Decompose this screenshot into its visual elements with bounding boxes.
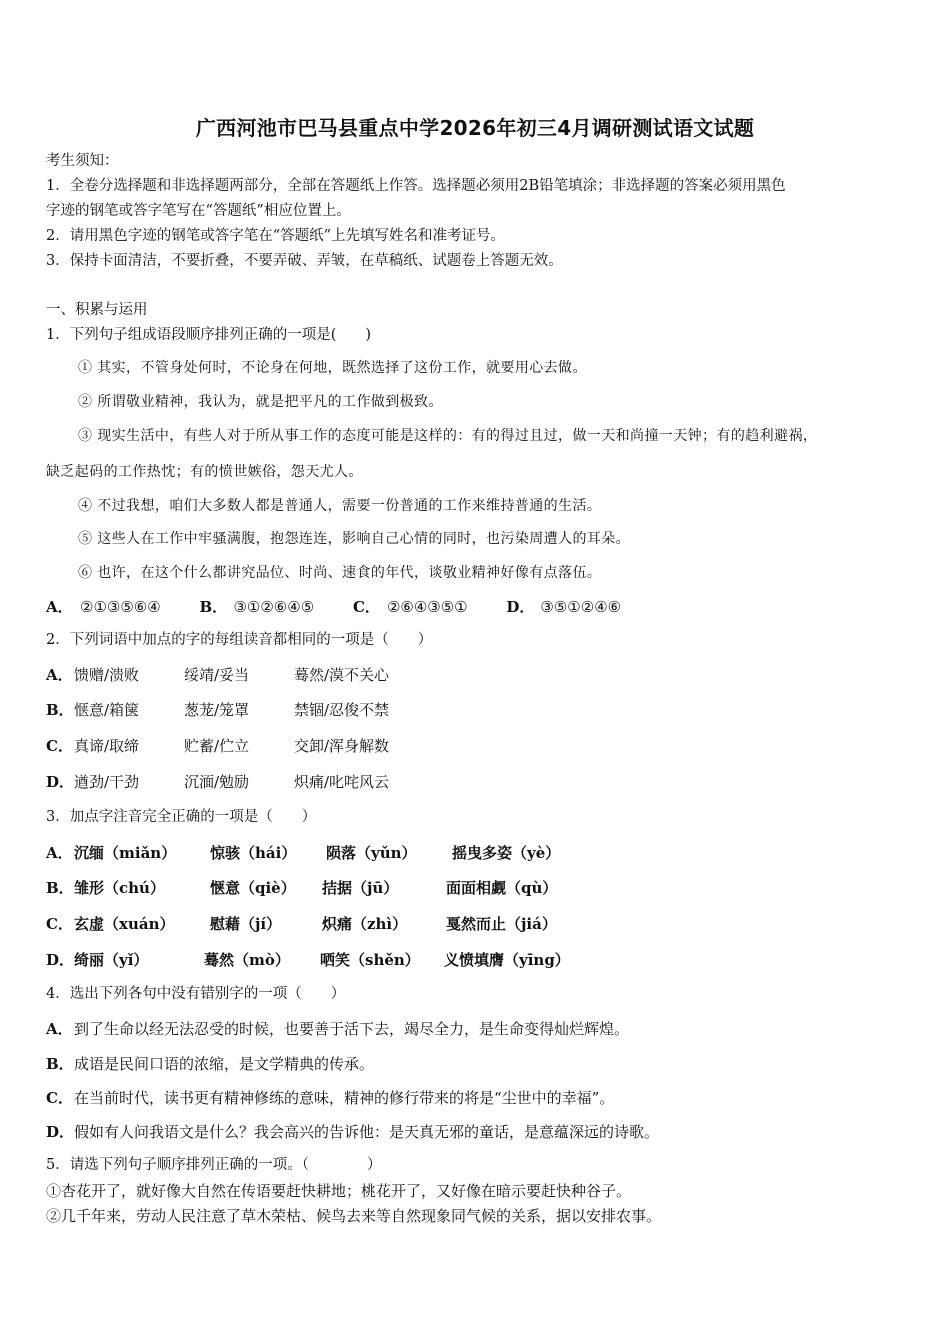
q2-option-a[interactable]: A．馈赠/溃败 绥靖/妥当 蓦然/漠不关心: [46, 666, 390, 684]
q1-sentence-2: ② 所谓敬业精神，我认为，就是把平凡的工作做到极致。: [78, 394, 443, 410]
q1-option-b[interactable]: B． ③①②⑥④⑤: [199, 598, 315, 616]
q1-sentence-6: ⑥ 也许，在这个什么都讲究品位、时尚、速食的年代，谈敬业精神好像有点落伍。: [78, 565, 602, 581]
q2-option-c[interactable]: C．真谛/取缔 贮蓄/伫立 交卸/浑身解数: [46, 737, 390, 755]
q3-stem: 3．加点字注音完全正确的一项是（ ）: [46, 809, 317, 825]
q4-option-c[interactable]: C．在当前时代，读书更有精神修练的意味，精神的修行带来的将是“尘世中的幸福”。: [46, 1089, 615, 1107]
notice-item-1: 1．全卷分选择题和非选择题两部分，全部在答题纸上作答。选择题必须用2B铅笔填涂；非选择题的答案必须用黑色: [46, 178, 786, 194]
q1-stem: 1．下列句子组成语段顺序排列正确的一项是( ): [46, 327, 372, 343]
notice-heading: 考生须知：: [46, 153, 119, 169]
q5-sentence-2: ②几千年来，劳动人民注意了草木荣枯、候鸟去来等自然现象同气候的关系，据以安排农事。: [46, 1207, 662, 1225]
q5-sentence-1: ①杏花开了，就好像大自然在传语要赶快耕地；桃花开了，又好像在暗示要赶快种谷子。: [46, 1182, 632, 1200]
q4-option-b[interactable]: B．成语是民间口语的浓缩，是文学精典的传承。: [46, 1055, 375, 1073]
q1-sentence-4: ④ 不过我想，咱们大多数人都是普通人，需要一份普通的工作来维持普通的生活。: [78, 498, 602, 514]
q2-option-b[interactable]: B．惬意/箱箧 葱茏/笼罩 禁锢/忍俊不禁: [46, 701, 390, 719]
q1-sentence-1: ① 其实，不管身处何时，不论身在何地，既然选择了这份工作，就要用心去做。: [78, 360, 587, 376]
q3-option-b[interactable]: B．雏形（chú） 惬意（qiè） 拮据（jū） 面面相觑（qù）: [46, 879, 558, 897]
q1-option-a[interactable]: A． ②①③⑤⑥④: [46, 598, 161, 616]
q3-option-a[interactable]: A．沉缅（miǎn） 惊骇（hái） 陨落（yǔn） 摇曳多姿（yè）: [46, 844, 561, 862]
q4-option-a[interactable]: A．到了生命以经无法忍受的时候，也要善于活下去，竭尽全力，是生命变得灿烂辉煌。: [46, 1020, 630, 1038]
notice-item-3: 3．保持卡面清洁，不要折叠，不要弄破、弄皱，在草稿纸、试题卷上答题无效。: [46, 253, 563, 269]
page-title: 广西河池市巴马县重点中学2026年初三4月调研测试语文试题: [195, 116, 755, 140]
q1-sentence-5: ⑤ 这些人在工作中牢骚满腹，抱怨连连，影响自己心情的同时，也污染周遭人的耳朵。: [78, 531, 631, 547]
q4-stem: 4．选出下列各句中没有错别字的一项（ ）: [46, 986, 346, 1002]
q1-options: [46, 598, 655, 616]
q1-option-c[interactable]: C． ②⑥④③⑤①: [352, 598, 468, 616]
notice-item-1-cont: 字迹的钢笔或答字笔写在“答题纸”相应位置上。: [46, 203, 351, 219]
notice-item-2: 2．请用黑色字迹的钢笔或答字笔在“答题纸”上先填写姓名和准考证号。: [46, 228, 506, 244]
q1-option-d[interactable]: D． ③⑤①②④⑥: [506, 598, 622, 616]
q5-stem: 5．请选下列句子顺序排列正确的一项。（ ）: [46, 1157, 382, 1173]
q3-option-d[interactable]: D．绮丽（yǐ） 蓦然（mò） 哂笑（shěn） 义愤填膺（yīng）: [46, 951, 570, 969]
q1-sentence-3: ③ 现实生活中，有些人对于所从事工作的态度可能是这样的：有的得过且过，做一天和尚撞一天钟；有的趋利避祸，: [78, 428, 818, 444]
q1-sentence-3-cont: 缺乏起码的工作热忱；有的愤世嫉俗，怨天尤人。: [46, 464, 363, 480]
section-heading: 一、积累与运用: [46, 302, 148, 318]
q4-option-d[interactable]: D．假如有人问我语文是什么？我会高兴的告诉他：是天真无邪的童话，是意蕴深远的诗歌。: [46, 1123, 660, 1141]
q2-stem: 2．下列词语中加点的字的每组读音都相同的一项是（ ）: [46, 632, 433, 648]
q3-option-c[interactable]: C．玄虚（xuán） 慰藉（jí） 炽痛（zhì） 戛然而止（jiá）: [46, 915, 557, 933]
q2-option-d[interactable]: D．遒劲/干劲 沉湎/勉励 炽痛/叱咤风云: [46, 773, 390, 791]
